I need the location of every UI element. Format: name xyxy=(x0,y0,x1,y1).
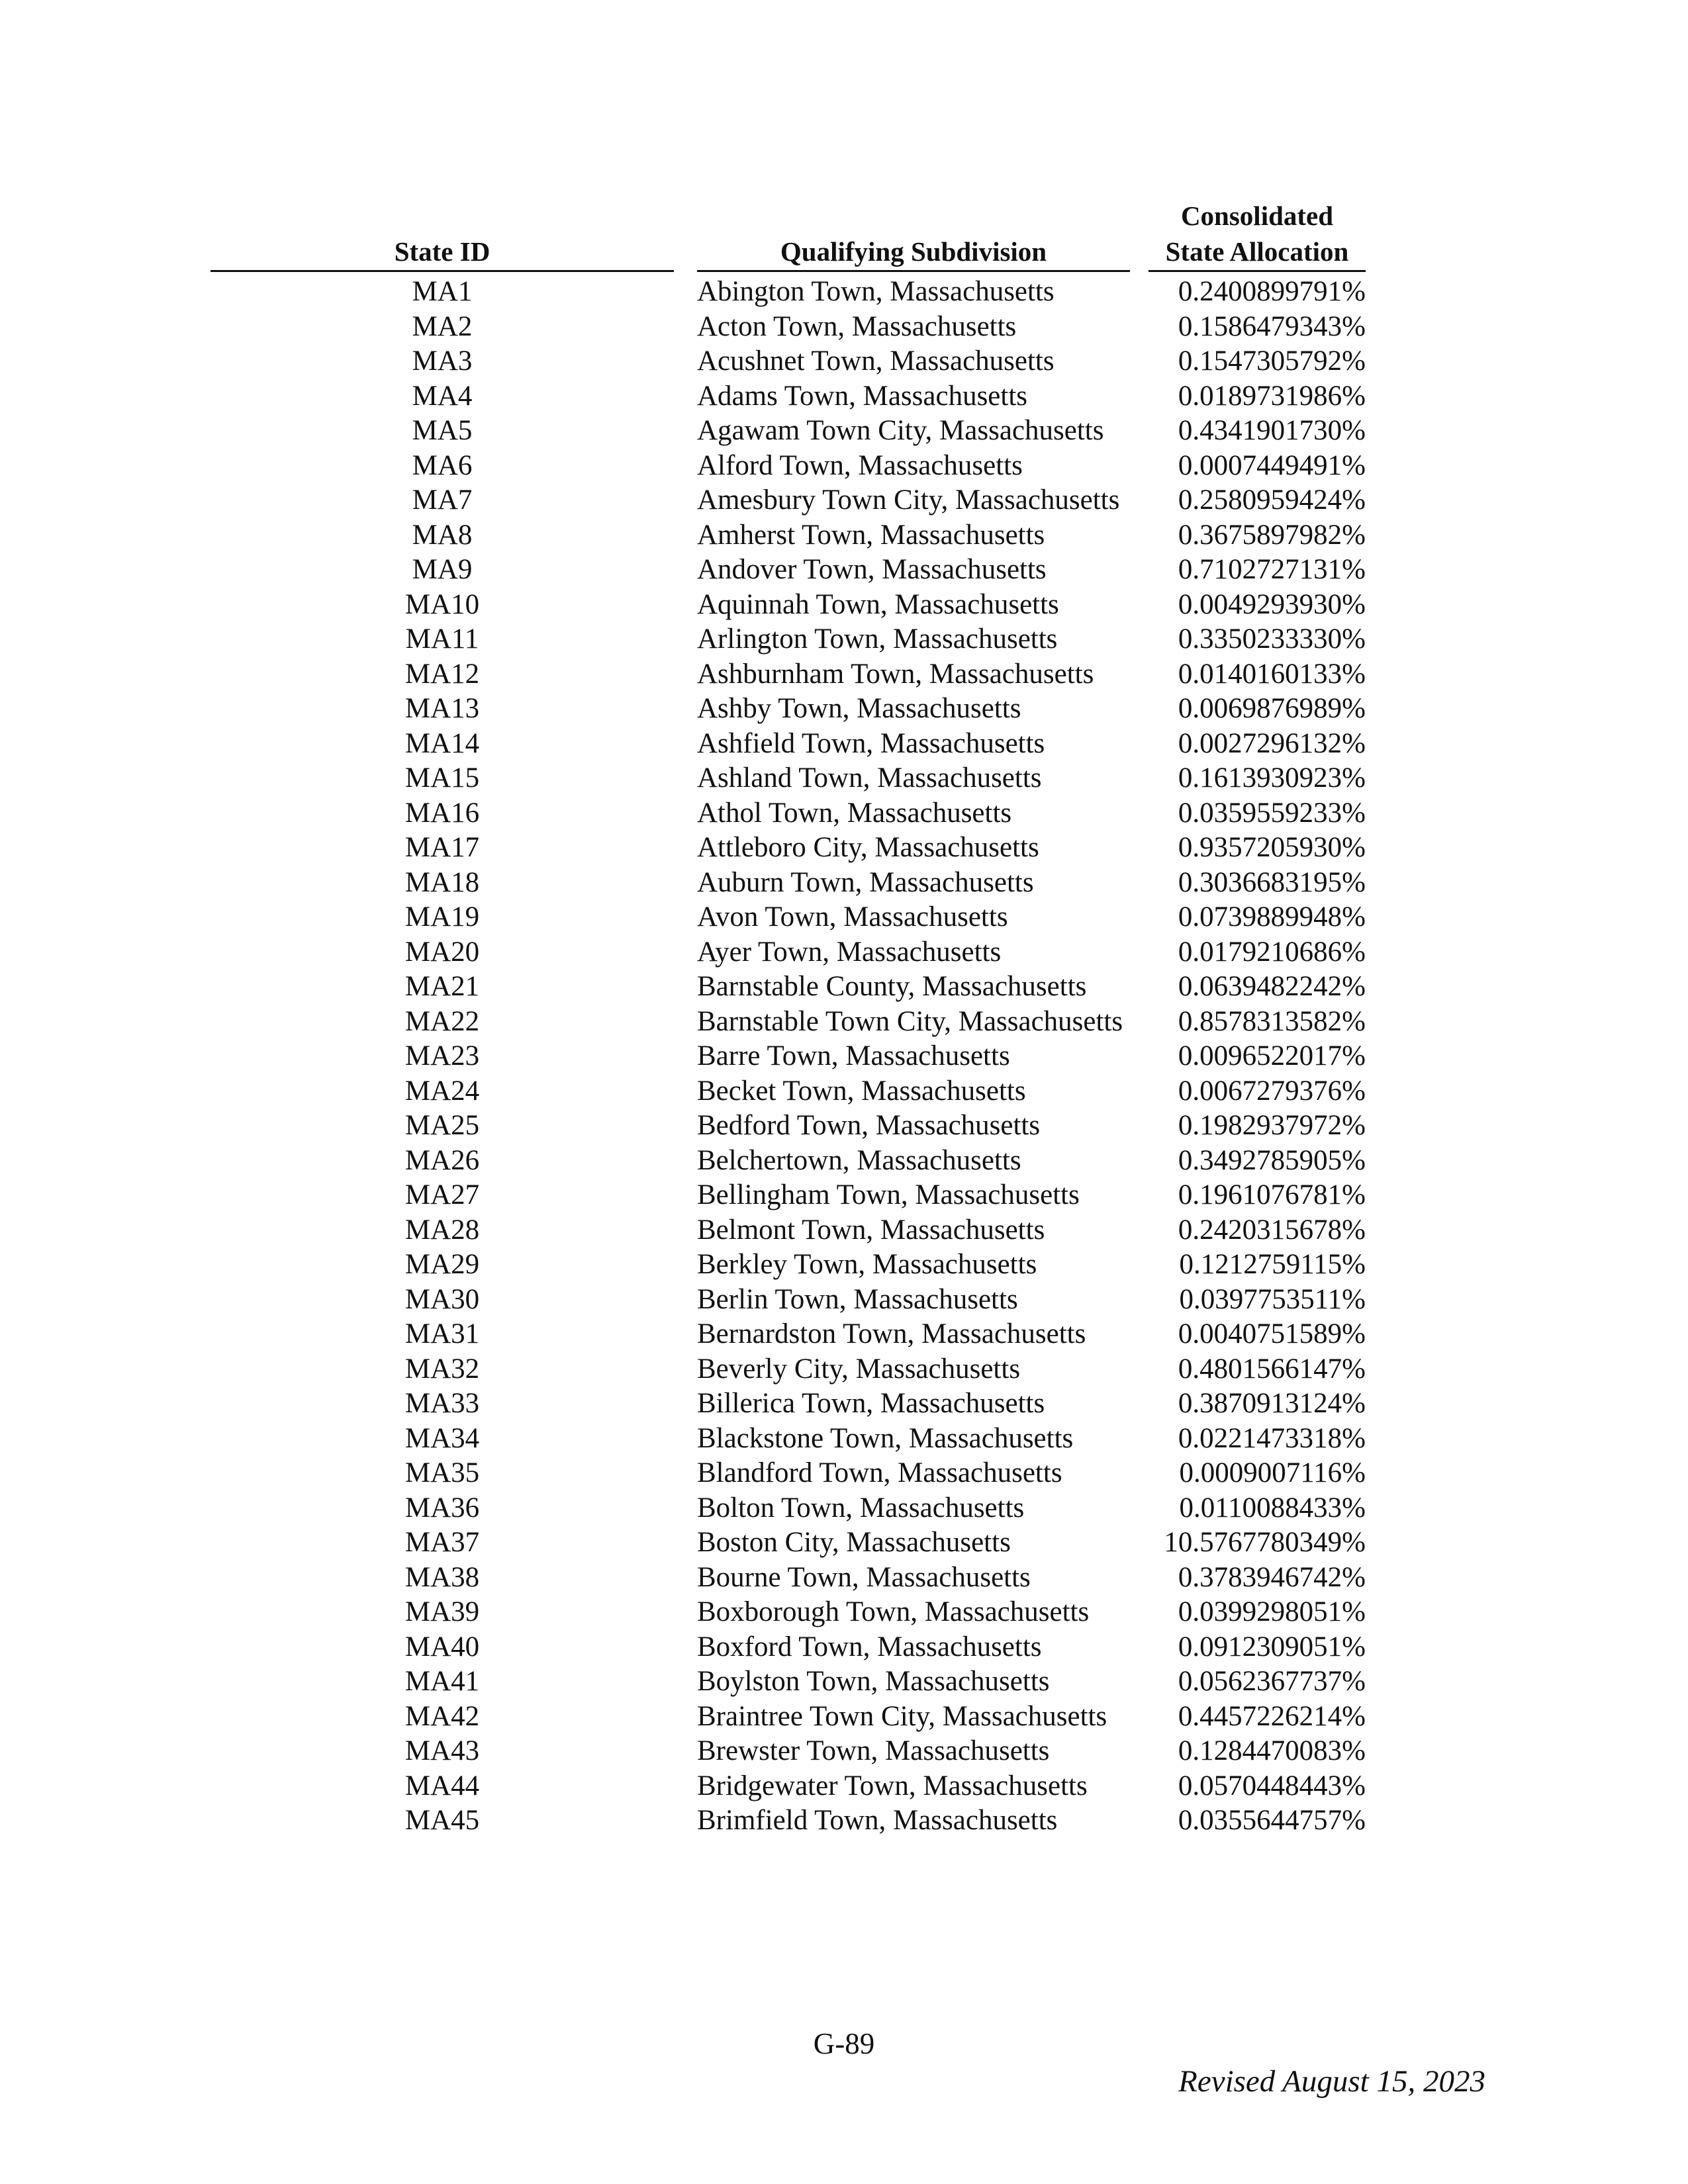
state-id-cell: MA1 xyxy=(412,276,473,307)
state-id-cell: MA20 xyxy=(404,936,480,968)
allocation-cell: 0.0067279376% xyxy=(1178,1075,1366,1107)
table-row xyxy=(0,449,1688,484)
state-id-cell: MA39 xyxy=(404,1596,480,1627)
subdivision-cell: Agawam Town City, Massachusetts xyxy=(697,415,1104,446)
table-row xyxy=(0,1005,1688,1040)
state-id-cell: MA29 xyxy=(404,1249,480,1280)
page-number: G-89 xyxy=(813,2027,875,2060)
subdivision-cell: Becket Town, Massachusetts xyxy=(697,1075,1026,1107)
table-row xyxy=(0,1803,1688,1839)
table-row xyxy=(0,344,1688,379)
allocation-cell: 0.0359559233% xyxy=(1178,797,1366,829)
allocation-cell: 0.4801566147% xyxy=(1178,1353,1366,1385)
allocation-header-line2: State Allocation xyxy=(1165,236,1349,267)
subdivision-cell: Boxford Town, Massachusetts xyxy=(697,1631,1042,1662)
table-row xyxy=(0,1561,1688,1596)
allocation-cell: 0.0049293930% xyxy=(1178,588,1366,620)
state-id-cell: MA27 xyxy=(404,1179,480,1210)
allocation-cell: 0.2580959424% xyxy=(1178,484,1366,516)
allocation-cell: 0.0069876989% xyxy=(1178,693,1366,724)
subdivision-cell: Attleboro City, Massachusetts xyxy=(697,832,1039,863)
subdivision-cell: Bridgewater Town, Massachusetts xyxy=(697,1770,1088,1801)
allocation-cell: 0.0570448443% xyxy=(1178,1770,1366,1801)
state-id-cell: MA15 xyxy=(404,762,480,794)
allocation-cell: 0.0110088433% xyxy=(1179,1492,1366,1524)
subdivision-cell: Barnstable Town City, Massachusetts xyxy=(697,1005,1123,1037)
header-rule-state-id xyxy=(211,270,674,272)
state-id-cell: MA14 xyxy=(404,727,480,759)
table-row xyxy=(0,518,1688,553)
table-row xyxy=(0,1491,1688,1526)
state-id-cell: MA11 xyxy=(405,623,479,655)
state-id-cell: MA38 xyxy=(404,1561,480,1593)
subdivision-cell: Bernardston Town, Massachusetts xyxy=(697,1318,1086,1349)
allocation-cell: 0.0009007116% xyxy=(1179,1457,1366,1488)
subdivision-cell: Athol Town, Massachusetts xyxy=(697,797,1012,829)
state-id-cell: MA12 xyxy=(404,658,480,690)
state-id-cell: MA34 xyxy=(404,1422,480,1454)
allocation-cell: 0.1982937972% xyxy=(1178,1110,1366,1141)
subdivision-cell: Bourne Town, Massachusetts xyxy=(697,1561,1031,1593)
state-id-cell: MA10 xyxy=(404,588,480,620)
table-row xyxy=(0,831,1688,866)
allocation-cell: 0.1613930923% xyxy=(1178,762,1366,794)
table-row xyxy=(0,1387,1688,1422)
subdivision-cell: Ashburnham Town, Massachusetts xyxy=(697,658,1094,690)
allocation-cell: 0.0189731986% xyxy=(1178,380,1366,412)
state-id-cell: MA25 xyxy=(404,1110,480,1141)
state-id-cell: MA41 xyxy=(404,1666,480,1697)
table-row xyxy=(0,1039,1688,1074)
subdivision-cell: Arlington Town, Massachusetts xyxy=(697,623,1058,655)
table-row xyxy=(0,1700,1688,1735)
state-id-cell: MA45 xyxy=(404,1805,480,1836)
table-row xyxy=(0,379,1688,414)
subdivision-cell: Ashfield Town, Massachusetts xyxy=(697,727,1045,759)
subdivision-cell: Boxborough Town, Massachusetts xyxy=(697,1596,1090,1627)
subdivision-cell: Barre Town, Massachusetts xyxy=(697,1040,1010,1071)
state-id-cell: MA6 xyxy=(412,449,473,481)
revision-date: Revised August 15, 2023 xyxy=(1178,2064,1485,2099)
state-id-cell: MA26 xyxy=(404,1144,480,1176)
allocation-cell: 0.0912309051% xyxy=(1178,1631,1366,1662)
table-row xyxy=(0,1456,1688,1491)
subdivision-cell: Amherst Town, Massachusetts xyxy=(697,519,1045,551)
subdivision-header: Qualifying Subdivision xyxy=(780,236,1047,267)
subdivision-cell: Blandford Town, Massachusetts xyxy=(697,1457,1062,1488)
allocation-cell: 0.1547305792% xyxy=(1178,345,1366,377)
subdivision-cell: Acushnet Town, Massachusetts xyxy=(697,345,1055,377)
table-row xyxy=(0,1109,1688,1144)
subdivision-cell: Billerica Town, Massachusetts xyxy=(697,1388,1045,1419)
subdivision-cell: Berlin Town, Massachusetts xyxy=(697,1283,1018,1315)
allocation-cell: 0.9357205930% xyxy=(1178,832,1366,863)
header-rule-subdivision xyxy=(697,270,1130,272)
allocation-cell: 0.1284470083% xyxy=(1178,1735,1366,1766)
state-id-cell: MA18 xyxy=(404,866,480,898)
state-id-cell: MA30 xyxy=(404,1283,480,1315)
allocation-cell: 0.0096522017% xyxy=(1178,1040,1366,1071)
allocation-cell: 0.1961076781% xyxy=(1178,1179,1366,1210)
state-id-cell: MA43 xyxy=(404,1735,480,1766)
allocation-cell: 0.3350233330% xyxy=(1178,623,1366,655)
state-id-cell: MA31 xyxy=(404,1318,480,1349)
subdivision-cell: Andover Town, Massachusetts xyxy=(697,554,1047,585)
allocation-cell: 0.0221473318% xyxy=(1178,1422,1366,1454)
table-row xyxy=(0,1283,1688,1318)
state-id-cell: MA7 xyxy=(412,484,473,516)
subdivision-cell: Barnstable County, Massachusetts xyxy=(697,971,1087,1002)
table-row xyxy=(0,1248,1688,1283)
table-row xyxy=(0,1595,1688,1630)
state-id-cell: MA23 xyxy=(404,1040,480,1071)
table-row xyxy=(0,483,1688,518)
allocation-cell: 0.0040751589% xyxy=(1178,1318,1366,1349)
state-id-cell: MA9 xyxy=(412,554,473,585)
allocation-cell: 0.0562367737% xyxy=(1178,1666,1366,1697)
allocation-cell: 0.0027296132% xyxy=(1178,727,1366,759)
subdivision-cell: Aquinnah Town, Massachusetts xyxy=(697,588,1059,620)
table-row xyxy=(0,761,1688,796)
subdivision-cell: Ashland Town, Massachusetts xyxy=(697,762,1042,794)
table-row xyxy=(0,1630,1688,1665)
table-row xyxy=(0,657,1688,692)
table-row xyxy=(0,1525,1688,1561)
state-id-cell: MA2 xyxy=(412,310,473,342)
subdivision-cell: Boston City, Massachusetts xyxy=(697,1527,1011,1558)
allocation-cell: 10.5767780349% xyxy=(1164,1527,1366,1558)
allocation-cell: 0.0739889948% xyxy=(1178,901,1366,933)
allocation-cell: 0.0639482242% xyxy=(1178,971,1366,1002)
state-id-cell: MA28 xyxy=(404,1214,480,1246)
table-row xyxy=(0,796,1688,831)
table-row xyxy=(0,275,1688,310)
table-row xyxy=(0,1317,1688,1352)
state-id-cell: MA19 xyxy=(404,901,480,933)
state-id-cell: MA8 xyxy=(412,519,473,551)
subdivision-cell: Beverly City, Massachusetts xyxy=(697,1353,1021,1385)
allocation-cell: 0.3870913124% xyxy=(1178,1388,1366,1419)
table-row xyxy=(0,588,1688,623)
state-id-cell: MA24 xyxy=(404,1075,480,1107)
table-row xyxy=(0,1769,1688,1804)
state-id-cell: MA33 xyxy=(404,1388,480,1419)
subdivision-cell: Belmont Town, Massachusetts xyxy=(697,1214,1045,1246)
allocation-cell: 0.2400899791% xyxy=(1178,276,1366,307)
state-id-cell: MA17 xyxy=(404,832,480,863)
table-row xyxy=(0,1213,1688,1248)
state-id-cell: MA22 xyxy=(404,1005,480,1037)
state-id-cell: MA5 xyxy=(412,415,473,446)
table-row xyxy=(0,727,1688,762)
allocation-cell: 0.1212759115% xyxy=(1179,1249,1366,1280)
state-id-cell: MA16 xyxy=(404,797,480,829)
subdivision-cell: Brewster Town, Massachusetts xyxy=(697,1735,1050,1766)
allocation-cell: 0.3675897982% xyxy=(1178,519,1366,551)
allocation-cell: 0.8578313582% xyxy=(1178,1005,1366,1037)
subdivision-cell: Amesbury Town City, Massachusetts xyxy=(697,484,1120,516)
table-row xyxy=(0,866,1688,901)
table-row xyxy=(0,553,1688,588)
table-row xyxy=(0,692,1688,727)
state-id-cell: MA4 xyxy=(412,380,473,412)
subdivision-cell: Braintree Town City, Massachusetts xyxy=(697,1700,1107,1732)
table-row xyxy=(0,970,1688,1005)
subdivision-cell: Bellingham Town, Massachusetts xyxy=(697,1179,1080,1210)
state-id-cell: MA44 xyxy=(404,1770,480,1801)
subdivision-cell: Bedford Town, Massachusetts xyxy=(697,1110,1041,1141)
state-id-cell: MA40 xyxy=(404,1631,480,1662)
state-id-header: State ID xyxy=(394,236,491,267)
allocation-cell: 0.0179210686% xyxy=(1178,936,1366,968)
allocation-cell: 0.3036683195% xyxy=(1178,866,1366,898)
subdivision-cell: Ayer Town, Massachusetts xyxy=(697,936,1002,968)
table-row xyxy=(0,1422,1688,1457)
allocation-cell: 0.3492785905% xyxy=(1178,1144,1366,1176)
subdivision-cell: Alford Town, Massachusetts xyxy=(697,449,1023,481)
state-id-cell: MA37 xyxy=(404,1527,480,1558)
subdivision-cell: Auburn Town, Massachusetts xyxy=(697,866,1034,898)
subdivision-cell: Acton Town, Massachusetts xyxy=(697,310,1017,342)
state-id-cell: MA36 xyxy=(404,1492,480,1524)
state-id-cell: MA32 xyxy=(404,1353,480,1385)
allocation-cell: 0.4457226214% xyxy=(1178,1700,1366,1732)
table-row xyxy=(0,1074,1688,1109)
table-row xyxy=(0,1664,1688,1700)
state-id-cell: MA13 xyxy=(404,693,480,724)
subdivision-cell: Ashby Town, Massachusetts xyxy=(697,693,1021,724)
allocation-cell: 0.0140160133% xyxy=(1178,658,1366,690)
allocation-cell: 0.1586479343% xyxy=(1178,310,1366,342)
allocation-cell: 0.3783946742% xyxy=(1178,1561,1366,1593)
subdivision-cell: Bolton Town, Massachusetts xyxy=(697,1492,1025,1524)
table-row xyxy=(0,900,1688,935)
allocation-cell: 0.4341901730% xyxy=(1178,415,1366,446)
subdivision-cell: Berkley Town, Massachusetts xyxy=(697,1249,1037,1280)
allocation-cell: 0.0399298051% xyxy=(1178,1596,1366,1627)
allocation-cell: 0.0397753511% xyxy=(1179,1283,1366,1315)
allocation-cell: 0.7102727131% xyxy=(1178,554,1366,585)
allocation-cell: 0.2420315678% xyxy=(1178,1214,1366,1246)
table-row xyxy=(0,622,1688,657)
subdivision-cell: Avon Town, Massachusetts xyxy=(697,901,1008,933)
table-row xyxy=(0,1352,1688,1387)
state-id-cell: MA35 xyxy=(404,1457,480,1488)
subdivision-cell: Blackstone Town, Massachusetts xyxy=(697,1422,1074,1454)
state-id-cell: MA42 xyxy=(404,1700,480,1732)
header-rule-allocation xyxy=(1149,270,1366,272)
state-id-cell: MA3 xyxy=(412,345,473,377)
allocation-cell: 0.0007449491% xyxy=(1178,449,1366,481)
table-row xyxy=(0,310,1688,345)
allocation-header-line1: Consolidated xyxy=(1180,201,1334,231)
table-row xyxy=(0,414,1688,449)
table-row xyxy=(0,1178,1688,1213)
table-row xyxy=(0,1144,1688,1179)
state-id-cell: MA21 xyxy=(404,971,480,1002)
subdivision-cell: Abington Town, Massachusetts xyxy=(697,276,1055,307)
table-row xyxy=(0,1734,1688,1769)
subdivision-cell: Brimfield Town, Massachusetts xyxy=(697,1805,1058,1836)
subdivision-cell: Boylston Town, Massachusetts xyxy=(697,1666,1050,1697)
allocation-cell: 0.0355644757% xyxy=(1178,1805,1366,1836)
table-row xyxy=(0,935,1688,970)
subdivision-cell: Adams Town, Massachusetts xyxy=(697,380,1028,412)
subdivision-cell: Belchertown, Massachusetts xyxy=(697,1144,1021,1176)
allocation-table xyxy=(0,275,1688,1839)
